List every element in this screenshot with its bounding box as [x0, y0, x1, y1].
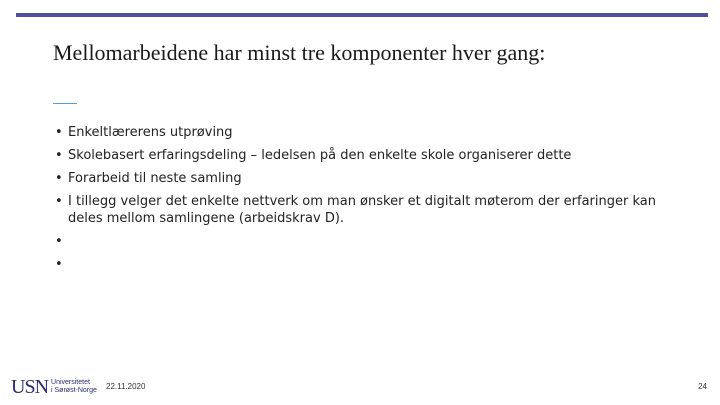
bullet-dot: • — [55, 148, 63, 163]
top-accent-bar — [16, 13, 708, 17]
bullet-text: I tillegg velger det enkelte nettverk om man ønsker et digitalt møterom der erfaringer kan deles mellom samlingene (arbeidskrav D). — [68, 194, 656, 226]
bullet-dot: • — [55, 194, 63, 209]
bullet-item — [55, 256, 665, 273]
page-number: 24 — [698, 382, 707, 391]
bullet-dot: • — [55, 125, 63, 140]
bullet-dot: • — [55, 171, 63, 186]
logo-mark: USN — [11, 375, 49, 398]
logo-line-2: i Sørøst-Norge — [51, 387, 97, 394]
bullet-text: Forarbeid til neste samling — [68, 171, 242, 186]
usn-logo — [11, 376, 101, 398]
slide-title: Mellomarbeidene har minst tre komponenter hver gang: — [53, 40, 546, 65]
bullet-item — [55, 193, 665, 227]
logo-line-1: Universitetet — [51, 379, 90, 386]
bullet-item — [55, 147, 665, 164]
bullet-text: Skolebasert erfaringsdeling – ledelsen på den enkelte skole organiserer dette — [68, 148, 572, 163]
title-underline — [53, 103, 77, 104]
bullet-dot: • — [55, 234, 63, 249]
footer-date: 22.11.2020 — [106, 382, 146, 391]
logo-text — [51, 379, 97, 395]
bullet-list — [55, 124, 665, 279]
bullet-dot: • — [55, 257, 63, 272]
bullet-item — [55, 170, 665, 187]
bullet-item — [55, 124, 665, 141]
bullet-item — [55, 233, 665, 250]
bullet-text: Enkeltlærerens utprøving — [68, 125, 233, 140]
